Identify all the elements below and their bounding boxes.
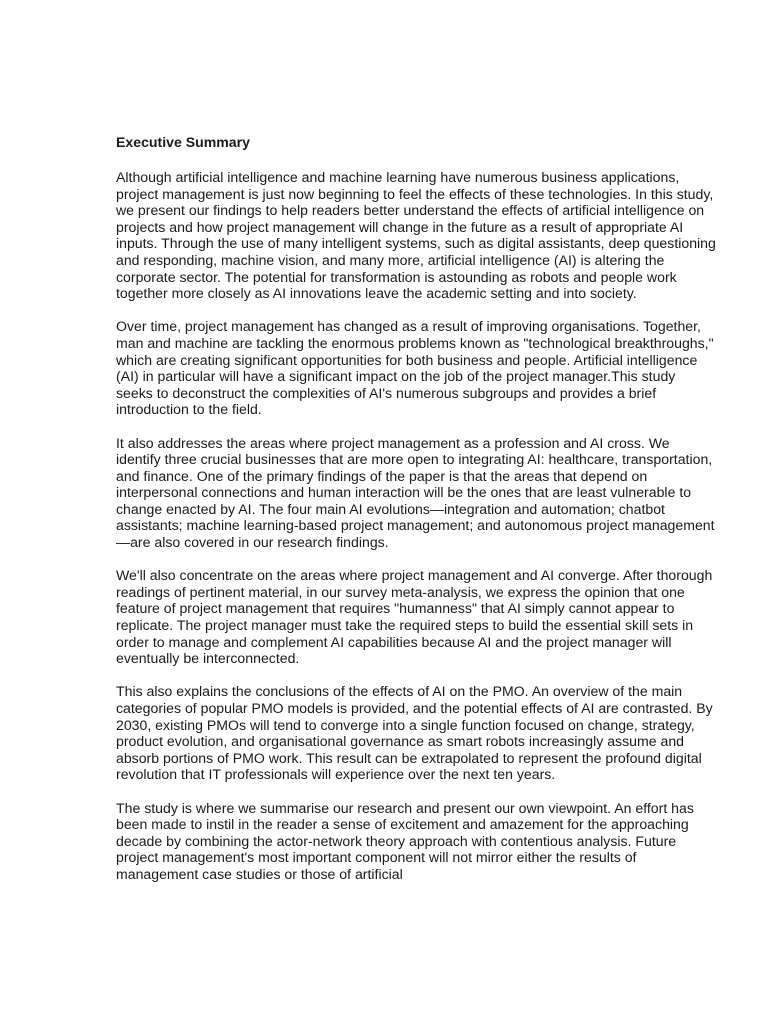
paragraph-4: We'll also concentrate on the areas where project management and AI converge. After thorough readings of pertinent material, in our survey meta-analysis, we express the opinion that one feature of project management that requires "humanness" that AI simply cannot appear to replicate. The project manager must take the required steps to build the essential skill sets in order to manage and complement AI capabilities because AI and the project manager will eventually be interconnected. xyxy=(116,567,713,667)
paragraph-2: Over time, project management has changed as a result of improving organisations. Together, man and machine are tackling the enormous problems known as "technological breakthroughs," which are creating significant opportunities for both business and people. Artificial intelligence (AI) in particular will have a significant impact on the job of the project manager.This study seeks to deconstruct the complexities of AI's numerous subgroups and provides a brief introduction to the field. xyxy=(116,318,714,418)
paragraph-1: Although artificial intelligence and machine learning have numerous business applications, project management is just now beginning to feel the effects of these technologies. In this study, we present our findings to help readers better understand the effects of artificial intelligence on projects and how project management will change in the future as a result of appropriate AI inputs. Through the use of many intelligent systems, such as digital assistants, deep questioning and responding, machine vision, and many more, artificial intelligence (AI) is altering the corporate sector. The potential for transformation is astounding as robots and people work together more closely as AI innovations leave the academic setting and into society. xyxy=(116,169,716,302)
section-heading: Executive Summary xyxy=(116,134,250,150)
document-page xyxy=(116,133,716,883)
paragraph-6: The study is where we summarise our research and present our own viewpoint. An effort has been made to instil in the reader a sense of excitement and amazement for the approaching decade by combining the actor-network theory approach with contentious analysis. Future project management's most important component will not mirror either the results of management case studies or those of artificial xyxy=(116,799,694,882)
paragraph-3: It also addresses the areas where project management as a profession and AI cross. We identify three crucial businesses that are more open to integrating AI: healthcare, transportation, and finance. One of the primary findings of the paper is that the areas that depend on interpersonal connections and human interaction will be the ones that are least vulnerable to change enacted by AI. The four main AI evolutions—integration and automation; chatbot assistants; machine learning-based project management; and autonomous project management—are also covered in our research findings. xyxy=(116,434,715,551)
paragraph-5: This also explains the conclusions of the effects of AI on the PMO. An overview of the main categories of popular PMO models is provided, and the potential effects of AI are contrasted. By 2030, existing PMOs will tend to converge into a single function focused on change, strategy, product evolution, and organisational governance as smart robots increasingly assume and absorb portions of PMO work. This result can be extrapolated to represent the profound digital revolution that IT professionals will experience over the next ten years. xyxy=(116,683,713,783)
